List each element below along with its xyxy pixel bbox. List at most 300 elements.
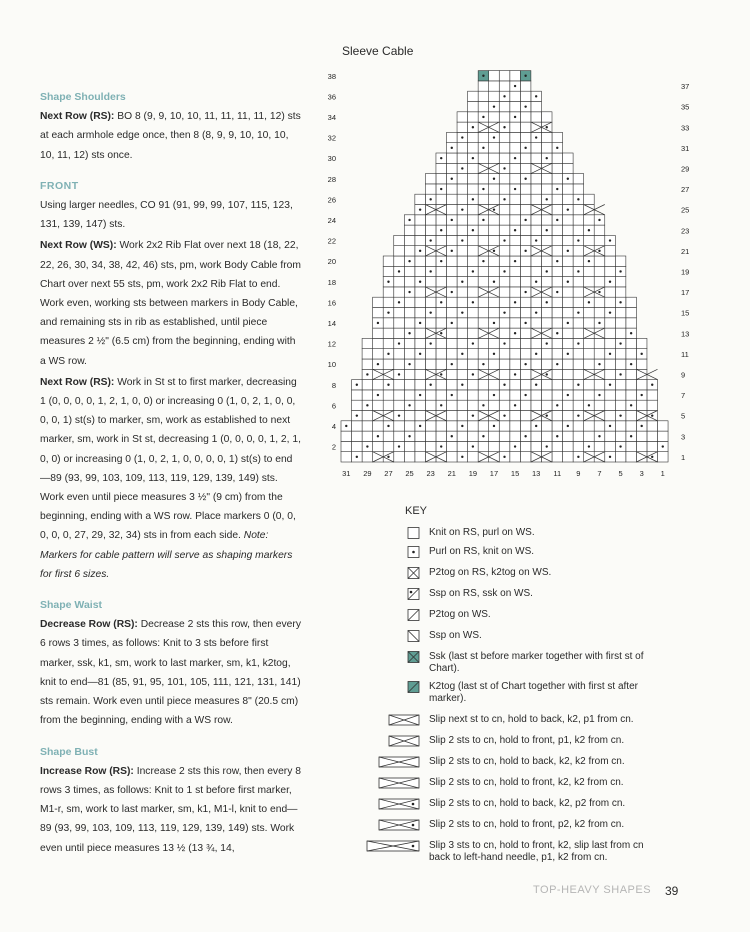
chart-cell xyxy=(510,91,521,101)
purl-dot xyxy=(419,250,421,252)
chart-cell xyxy=(552,338,563,348)
row-label-right: 33 xyxy=(681,123,690,133)
chart-cell xyxy=(541,184,552,194)
chart-cell xyxy=(415,287,426,297)
chart-cell xyxy=(605,359,616,369)
purl-dot xyxy=(440,260,442,262)
chart-cell xyxy=(520,411,531,421)
chart-cell xyxy=(531,411,542,421)
stitch-label: 27 xyxy=(384,469,393,478)
chart-cell xyxy=(425,215,436,225)
purl-dot xyxy=(514,260,516,262)
row-label-right: 15 xyxy=(681,308,690,318)
chart-cell xyxy=(594,421,605,431)
cable-4-back-purl-icon xyxy=(362,798,422,810)
purl-dot xyxy=(577,198,579,200)
chart-cell xyxy=(447,328,458,338)
chart-cell xyxy=(352,441,363,451)
purl-dot xyxy=(556,260,558,262)
row-label-left: 24 xyxy=(327,215,336,225)
chart-cell xyxy=(541,318,552,328)
chart-cell xyxy=(436,431,447,441)
purl-dot xyxy=(588,404,590,406)
chart-cell xyxy=(383,441,394,451)
chart-cell xyxy=(436,421,447,431)
chart-cell xyxy=(425,205,436,215)
chart-cell xyxy=(383,359,394,369)
row-label-left: 28 xyxy=(327,174,336,184)
chart-cell xyxy=(552,421,563,431)
purl-dot xyxy=(461,311,463,313)
chart-cell xyxy=(605,256,616,266)
chart-cell xyxy=(415,338,426,348)
chart-cell xyxy=(520,256,531,266)
chart-cell xyxy=(499,174,510,184)
chart-cell xyxy=(457,431,468,441)
chart-cell xyxy=(615,390,626,400)
footer-title: TOP-HEAVY SHAPES xyxy=(533,884,652,896)
waist-lead: Decrease Row (RS): xyxy=(40,619,138,631)
chart-cell xyxy=(383,287,394,297)
cable-3-back-icon xyxy=(362,714,422,726)
chart-cell xyxy=(436,163,447,173)
chart-cell xyxy=(447,338,458,348)
cable-5-icon xyxy=(362,840,422,852)
chart-cell xyxy=(436,215,447,225)
chart-cell xyxy=(425,277,436,287)
purl-dot xyxy=(387,353,389,355)
chart-cell xyxy=(499,112,510,122)
purl-dot xyxy=(577,456,579,458)
chart-cell xyxy=(436,411,447,421)
chart-cell xyxy=(489,369,500,379)
purl-dot xyxy=(567,353,569,355)
chart-cell xyxy=(520,194,531,204)
chart-cell xyxy=(541,256,552,266)
chart-cell xyxy=(531,338,542,348)
purl-dot xyxy=(482,147,484,149)
chart-cell xyxy=(489,225,500,235)
purl-dot xyxy=(524,75,526,77)
purl-dot xyxy=(577,414,579,416)
chart-cell xyxy=(394,431,405,441)
dot-square-icon xyxy=(362,546,422,558)
row-label-right: 29 xyxy=(681,164,690,174)
chart-cell xyxy=(499,225,510,235)
row-label-left: 30 xyxy=(327,154,336,164)
chart-cell xyxy=(415,266,426,276)
chart-cell xyxy=(341,441,352,451)
purl-dot xyxy=(546,157,548,159)
chart-cell xyxy=(415,380,426,390)
chart-cell xyxy=(531,441,542,451)
chart-cell xyxy=(552,153,563,163)
row-label-left: 4 xyxy=(331,421,336,431)
chart-cell xyxy=(478,441,489,451)
purl-dot xyxy=(440,445,442,447)
chart-cell xyxy=(563,297,574,307)
chart-cell xyxy=(520,81,531,91)
chart-cell xyxy=(457,153,468,163)
purl-dot xyxy=(524,250,526,252)
chart-cell xyxy=(552,132,563,142)
purl-dot xyxy=(503,414,505,416)
chart-cell xyxy=(626,390,637,400)
chart-cell xyxy=(404,421,415,431)
cable-4-back-icon xyxy=(362,756,422,768)
chart-cell xyxy=(425,359,436,369)
purl-dot xyxy=(472,414,474,416)
chart-cell xyxy=(573,297,584,307)
chart-cell xyxy=(520,205,531,215)
purl-dot xyxy=(619,342,621,344)
chart-cell xyxy=(489,338,500,348)
row-label-right: 1 xyxy=(681,452,686,462)
purl-dot xyxy=(609,239,611,241)
chart-cell xyxy=(436,349,447,359)
chart-cell xyxy=(647,421,658,431)
purl-dot xyxy=(609,353,611,355)
purl-dot xyxy=(524,435,526,437)
chart-cell xyxy=(489,91,500,101)
purl-dot xyxy=(640,353,642,355)
chart-cell xyxy=(510,359,521,369)
chart-cell xyxy=(383,318,394,328)
chart-cell xyxy=(404,369,415,379)
chart-cell xyxy=(373,338,384,348)
chart-cell xyxy=(468,328,479,338)
chart-cell xyxy=(457,194,468,204)
row-label-right: 27 xyxy=(681,185,690,195)
chart-cell xyxy=(468,143,479,153)
chart-cell xyxy=(468,256,479,266)
chart-cell xyxy=(499,215,510,225)
chart-cell xyxy=(457,215,468,225)
purl-dot xyxy=(482,219,484,221)
chart-cell xyxy=(394,380,405,390)
chart-cell xyxy=(626,338,637,348)
chart-cell xyxy=(541,400,552,410)
purl-dot xyxy=(408,219,410,221)
chart-cell xyxy=(489,215,500,225)
stitch-label: 15 xyxy=(510,469,520,478)
chart-cell xyxy=(510,338,521,348)
purl-dot xyxy=(366,404,368,406)
purl-dot xyxy=(619,270,621,272)
purl-dot xyxy=(472,229,474,231)
chart-cell xyxy=(594,225,605,235)
chart-cell xyxy=(457,112,468,122)
bust-lead: Increase Row (RS): xyxy=(40,765,134,777)
chart-cell xyxy=(541,380,552,390)
purl-dot xyxy=(619,301,621,303)
chart-cell xyxy=(510,174,521,184)
chart-cell xyxy=(510,102,521,112)
chart-cell xyxy=(468,163,479,173)
chart-cell xyxy=(415,194,426,204)
chart-cell xyxy=(584,390,595,400)
chart-cell xyxy=(563,431,574,441)
key-item-text: P2tog on RS, k2tog on WS. xyxy=(429,567,552,578)
chart-cell xyxy=(457,174,468,184)
chart-cell xyxy=(447,256,458,266)
purl-dot xyxy=(429,384,431,386)
chart-cell xyxy=(499,153,510,163)
chart-cell xyxy=(584,421,595,431)
chart-cell xyxy=(468,380,479,390)
chart-cell xyxy=(552,205,563,215)
chart-cell xyxy=(489,143,500,153)
row-label-right: 9 xyxy=(681,370,686,380)
chart-cell xyxy=(499,359,510,369)
purl-dot xyxy=(577,311,579,313)
chart-cell xyxy=(563,194,574,204)
purl-dot xyxy=(630,332,632,334)
chart-cell xyxy=(362,349,373,359)
chart-cell xyxy=(647,431,658,441)
chart-cell xyxy=(584,194,595,204)
purl-dot xyxy=(567,394,569,396)
chart-cell xyxy=(478,194,489,204)
front-p2-lead: Next Row (WS): xyxy=(40,240,117,252)
chart-cell xyxy=(489,287,500,297)
chart-cell xyxy=(468,431,479,441)
chart-cell xyxy=(489,359,500,369)
chart-cell xyxy=(573,431,584,441)
chart-cell xyxy=(457,359,468,369)
chart-cell xyxy=(584,205,595,215)
front-p3-lead: Next Row (RS): xyxy=(40,376,115,388)
chart-cell xyxy=(383,256,394,266)
chart-cell xyxy=(636,411,647,421)
purl-dot xyxy=(546,301,548,303)
chart-cell xyxy=(520,369,531,379)
chart-cell xyxy=(478,266,489,276)
purl-dot xyxy=(503,342,505,344)
chart-cell xyxy=(447,163,458,173)
chart-cell xyxy=(636,380,647,390)
chart-cell xyxy=(478,390,489,400)
chart-cell xyxy=(478,153,489,163)
purl-dot xyxy=(482,260,484,262)
purl-dot xyxy=(514,188,516,190)
chart-cell xyxy=(404,277,415,287)
chart-cell xyxy=(499,431,510,441)
chart-cell xyxy=(520,349,531,359)
purl-dot xyxy=(524,147,526,149)
purl-dot xyxy=(387,384,389,386)
purl-dot xyxy=(493,353,495,355)
purl-dot xyxy=(556,363,558,365)
chart-cell xyxy=(552,308,563,318)
chart-cell xyxy=(573,359,584,369)
chart-cell xyxy=(647,390,658,400)
key-item-text: Purl on RS, knit on WS. xyxy=(429,546,535,557)
purl-dot xyxy=(546,445,548,447)
chart-cell xyxy=(510,143,521,153)
chart-cell xyxy=(436,277,447,287)
chart-cell xyxy=(478,338,489,348)
page-number: 39 xyxy=(665,884,679,898)
chart-cell xyxy=(531,400,542,410)
purl-dot xyxy=(524,394,526,396)
chart-cell xyxy=(615,452,626,462)
chart-cell xyxy=(447,441,458,451)
chart-cell xyxy=(436,318,447,328)
purl-dot xyxy=(503,384,505,386)
chart-cell xyxy=(457,411,468,421)
chart-cell xyxy=(415,297,426,307)
row-label-left: 20 xyxy=(327,257,336,267)
chart-cell xyxy=(436,266,447,276)
purl-dot xyxy=(556,332,558,334)
chart-cell xyxy=(468,215,479,225)
chart-cell xyxy=(531,215,542,225)
chart-cell xyxy=(478,132,489,142)
chart-cell xyxy=(563,400,574,410)
chart-cell xyxy=(594,411,605,421)
chart-cell xyxy=(489,431,500,441)
chart-cell xyxy=(478,318,489,328)
key-item-text: Slip 2 sts to cn, hold to front, p2, k2 from cn. xyxy=(429,819,625,830)
chart-cell xyxy=(573,328,584,338)
chart-cell xyxy=(499,390,510,400)
purl-dot xyxy=(451,178,453,180)
chart-cell xyxy=(605,328,616,338)
chart-cell xyxy=(605,369,616,379)
chart-cell xyxy=(573,349,584,359)
chart-cell xyxy=(468,246,479,256)
shoulders-lead: Next Row (RS): xyxy=(40,111,115,123)
chart-cell xyxy=(404,235,415,245)
chart-cell xyxy=(510,390,521,400)
chart-cell xyxy=(520,266,531,276)
chart-cell xyxy=(531,184,542,194)
chart-cell xyxy=(394,421,405,431)
chart-cell xyxy=(573,246,584,256)
purl-dot xyxy=(493,178,495,180)
chart-cell xyxy=(626,318,637,328)
purl-dot xyxy=(514,157,516,159)
purl-dot xyxy=(630,404,632,406)
chart-cell xyxy=(531,297,542,307)
stitch-label: 17 xyxy=(489,469,499,478)
chart-cell xyxy=(605,390,616,400)
chart-cell xyxy=(541,328,552,338)
chart-cell xyxy=(563,266,574,276)
chart-cell xyxy=(499,256,510,266)
purl-dot xyxy=(524,322,526,324)
chart-cell xyxy=(531,122,542,132)
chart-cell xyxy=(404,266,415,276)
chart-cell xyxy=(520,277,531,287)
chart-cell xyxy=(383,297,394,307)
purl-dot xyxy=(398,301,400,303)
chart-cell xyxy=(383,328,394,338)
chart-cell xyxy=(531,174,542,184)
chart-cell xyxy=(510,421,521,431)
chart-cell xyxy=(425,369,436,379)
purl-dot xyxy=(366,373,368,375)
purl-dot xyxy=(472,198,474,200)
chart-cell xyxy=(605,400,616,410)
chart-cell xyxy=(468,308,479,318)
chart-cell xyxy=(594,256,605,266)
chart-cell xyxy=(563,411,574,421)
chart-cell xyxy=(415,308,426,318)
chart-cell xyxy=(594,452,605,462)
chart-cell xyxy=(457,184,468,194)
chart-cell xyxy=(541,174,552,184)
row-label-left: 36 xyxy=(327,92,336,102)
stitch-label: 25 xyxy=(405,469,414,478)
purl-dot xyxy=(651,456,653,458)
purl-dot xyxy=(461,208,463,210)
chart-cell xyxy=(552,297,563,307)
chart-cell xyxy=(468,421,479,431)
row-label-right: 5 xyxy=(681,411,686,421)
chart-cell xyxy=(658,421,669,431)
purl-dot xyxy=(377,394,379,396)
chart-cell xyxy=(563,184,574,194)
chart-cell xyxy=(436,205,447,215)
chart-cell xyxy=(499,102,510,112)
row-label-left: 32 xyxy=(327,133,336,143)
waist-text: Decrease 2 sts this row, then every 6 rows 3 times, as follows: Knit to 3 sts before first marker, ssk, k1, sm, work to last marker, sm, k1, k2tog, knit to end—81 (85, 91, 95, 101, 105, 111, 121, 131, 141) sts remain. Work even until piece measures 8" (20.5 cm) from the beginning, ending with a WS row. xyxy=(40,619,301,727)
purl-dot xyxy=(662,445,664,447)
purl-dot xyxy=(535,95,537,97)
shoulders-text: BO 8 (9, 9, 10, 10, 11, 11, 11, 11, 12) sts at each armhole edge once, then 8 (8, 9, 9, 10, 10, 10, 10, 11, 12) sts once. xyxy=(40,111,301,161)
chart-cell xyxy=(615,349,626,359)
purl-dot xyxy=(546,373,548,375)
purl-dot xyxy=(493,250,495,252)
purl-dot xyxy=(461,167,463,169)
chart-cell xyxy=(510,266,521,276)
row-label-right: 19 xyxy=(681,267,690,277)
chart-cell xyxy=(573,441,584,451)
chart-cell xyxy=(510,194,521,204)
chart-cell xyxy=(563,287,574,297)
chart-cell xyxy=(468,91,479,101)
chart-cell xyxy=(394,308,405,318)
chart-cell xyxy=(404,441,415,451)
purl-dot xyxy=(493,281,495,283)
chart-cell xyxy=(510,411,521,421)
chart-cell xyxy=(563,256,574,266)
chart-cell xyxy=(552,277,563,287)
chart-cell xyxy=(489,235,500,245)
stitch-label: 1 xyxy=(660,469,665,478)
chart-cell xyxy=(383,431,394,441)
chart-cell xyxy=(520,400,531,410)
purl-dot xyxy=(356,384,358,386)
chart-cell xyxy=(415,225,426,235)
chart-cell xyxy=(415,359,426,369)
purl-dot xyxy=(598,394,600,396)
key-item-text: P2tog on WS. xyxy=(429,609,491,620)
chart-cell xyxy=(478,235,489,245)
chart-cell xyxy=(415,369,426,379)
chart-cell xyxy=(478,246,489,256)
purl-dot xyxy=(461,136,463,138)
chart-cell xyxy=(510,235,521,245)
chart-cell xyxy=(447,132,458,142)
stitch-label: 11 xyxy=(553,469,562,478)
chart-cell xyxy=(541,287,552,297)
chart-cell xyxy=(658,452,669,462)
chart-cell xyxy=(425,411,436,421)
chart-cell xyxy=(605,338,616,348)
